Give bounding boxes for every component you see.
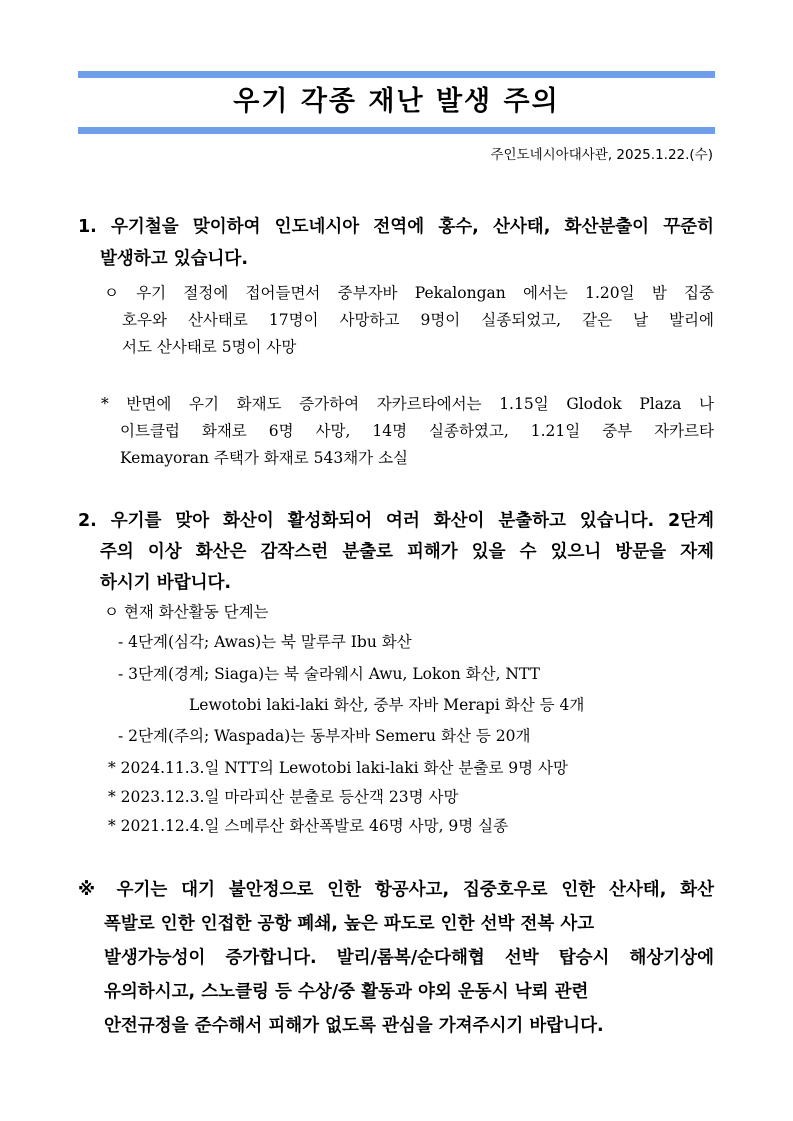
section-1-note-line-2: 이트클럽 화재로 6명 사망, 14명 실종하였고, 1.21일 중부 자카르타	[120, 422, 714, 440]
eruption-event-2: * 2023.12.3.일 마라피산 분출로 등산객 23명 사망	[108, 788, 459, 806]
volcano-level-3: - 3단계(경계; Siaga)는 북 술라웨시 Awu, Lokon 화산, NTT	[118, 665, 540, 683]
page-title: 우기 각종 재난 발생 주의	[233, 86, 560, 117]
warning-line-2: 폭발로 인한 인접한 공항 폐쇄, 높은 파도로 인한 선박 전복 사고	[104, 914, 595, 934]
warning-line-1: ※ 우기는 대기 불안정으로 인한 항공사고, 집중호우로 인한 산사태, 화산	[78, 880, 714, 900]
eruption-event-1: * 2024.11.3.일 NTT의 Lewotobi laki-laki 화산 분출로 9명 사망	[108, 759, 568, 777]
section-1-heading-line-2: 발생하고 있습니다.	[100, 249, 248, 269]
section-1-sub-line-3: 서도 산사태로 5명이 사망	[122, 338, 297, 356]
section-2-heading-line-3: 하시기 바랍니다.	[100, 573, 232, 593]
volcano-level-4: - 4단계(심각; Awas)는 북 말루쿠 Ibu 화산	[118, 633, 412, 651]
volcano-level-2: - 2단계(주의; Waspada)는 동부자바 Semeru 화산 등 20개	[118, 727, 531, 745]
warning-line-4: 유의하시고, 스노클링 등 수상/중 활동과 야외 운동시 낙뢰 관련	[104, 982, 589, 1002]
dateline: 주인도네시아대사관, 2025.1.22.(수)	[490, 147, 713, 163]
warning-line-3: 발생가능성이 증가합니다. 발리/롬복/순다해협 선박 탑승시 해상기상에	[104, 948, 714, 968]
section-1-note-line-3: Kemayoran 주택가 화재로 543채가 소실	[120, 449, 409, 467]
eruption-event-3: * 2021.12.4.일 스메루산 화산폭발로 46명 사망, 9명 실종	[108, 817, 509, 835]
section-1-sub-line-2: 호우와 산사태로 17명이 사망하고 9명이 실종되었고, 같은 날 발리에	[122, 311, 714, 329]
section-2-heading-line-2: 주의 이상 화산은 감작스런 분출로 피해가 있을 수 있으니 방문을 자제	[100, 542, 714, 562]
volcano-level-intro: ㅇ 현재 화산활동 단계는	[104, 603, 269, 621]
warning-line-5: 안전규정을 준수해서 피해가 없도록 관심을 가져주시기 바랍니다.	[104, 1016, 604, 1036]
section-1-sub-line-1: ㅇ 우기 절정에 접어들면서 중부자바 Pekalongan 에서는 1.20일 밤 집중	[104, 284, 714, 302]
section-1-heading-line-1: 1. 우기철을 맞이하여 인도네시아 전역에 홍수, 산사태, 화산분출이 꾸준히	[78, 217, 714, 237]
title-bottom-rule	[78, 127, 715, 134]
section-2-heading-line-1: 2. 우기를 맞아 화산이 활성화되어 여러 화산이 분출하고 있습니다. 2단계	[78, 511, 714, 531]
volcano-level-3-cont: Lewotobi laki-laki 화산, 중부 자바 Merapi 화산 등 4개	[189, 696, 585, 714]
title-top-rule	[78, 71, 715, 78]
section-1-note-line-1: * 반면에 우기 화재도 증가하여 자카르타에서는 1.15일 Glodok Plaza 나	[101, 395, 714, 413]
